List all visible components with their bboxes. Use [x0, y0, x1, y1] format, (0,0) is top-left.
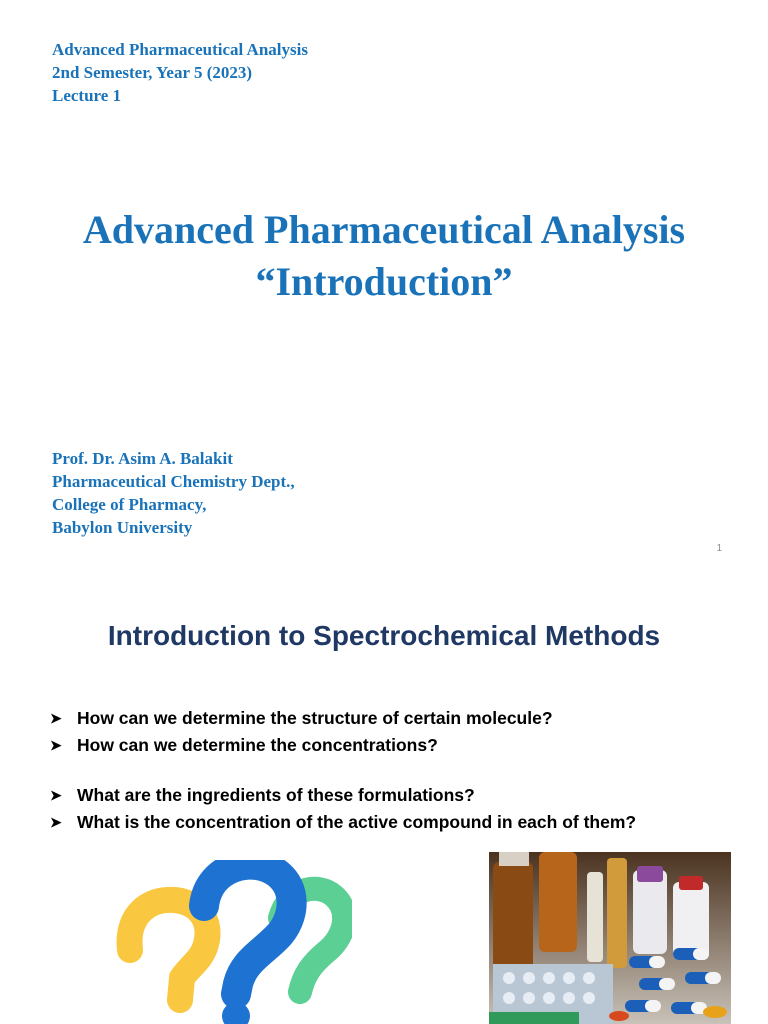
arrowhead-bullet-icon: ➤	[50, 710, 62, 726]
pharmaceutical-products-photo	[489, 852, 731, 1024]
section-title: Introduction to Spectrochemical Methods	[107, 620, 661, 651]
pharma-photo-graphic	[489, 852, 731, 1024]
bullet-list-formulations	[50, 782, 636, 836]
author-name: Prof. Dr. Asim A. Balakit	[52, 449, 233, 468]
title-line-1: Advanced Pharmaceutical Analysis	[82, 207, 686, 252]
bullet-item	[50, 809, 636, 836]
bullet-text: What is the concentration of the active compound in each of them?	[77, 812, 637, 832]
question-marks-illustration	[112, 860, 352, 1024]
author-block	[52, 447, 295, 539]
bullet-list-structure	[50, 705, 553, 759]
title-line-2: “Introduction”	[255, 259, 513, 304]
author-university: Babylon University	[52, 518, 193, 537]
bullet-item	[50, 705, 553, 732]
slide-number: 1	[716, 543, 722, 554]
course-name: Advanced Pharmaceutical Analysis	[52, 40, 308, 59]
bullet-text: How can we determine the structure of certain molecule?	[77, 708, 553, 728]
bullet-item	[50, 782, 636, 809]
bullet-item	[50, 732, 553, 759]
bullet-text: How can we determine the concentrations?	[77, 735, 438, 755]
course-info-block	[52, 38, 308, 107]
arrowhead-bullet-icon: ➤	[50, 814, 62, 830]
arrowhead-bullet-icon: ➤	[50, 787, 62, 803]
content-slide	[0, 572, 768, 1024]
author-department: Pharmaceutical Chemistry Dept.,	[52, 472, 295, 491]
arrowhead-bullet-icon: ➤	[50, 737, 62, 753]
bullet-text: What are the ingredients of these formulations?	[77, 785, 475, 805]
author-college: College of Pharmacy,	[52, 495, 207, 514]
slide-title	[0, 204, 768, 308]
semester-info: 2nd Semester, Year 5 (2023)	[52, 63, 253, 82]
lecture-number: Lecture 1	[52, 86, 122, 105]
